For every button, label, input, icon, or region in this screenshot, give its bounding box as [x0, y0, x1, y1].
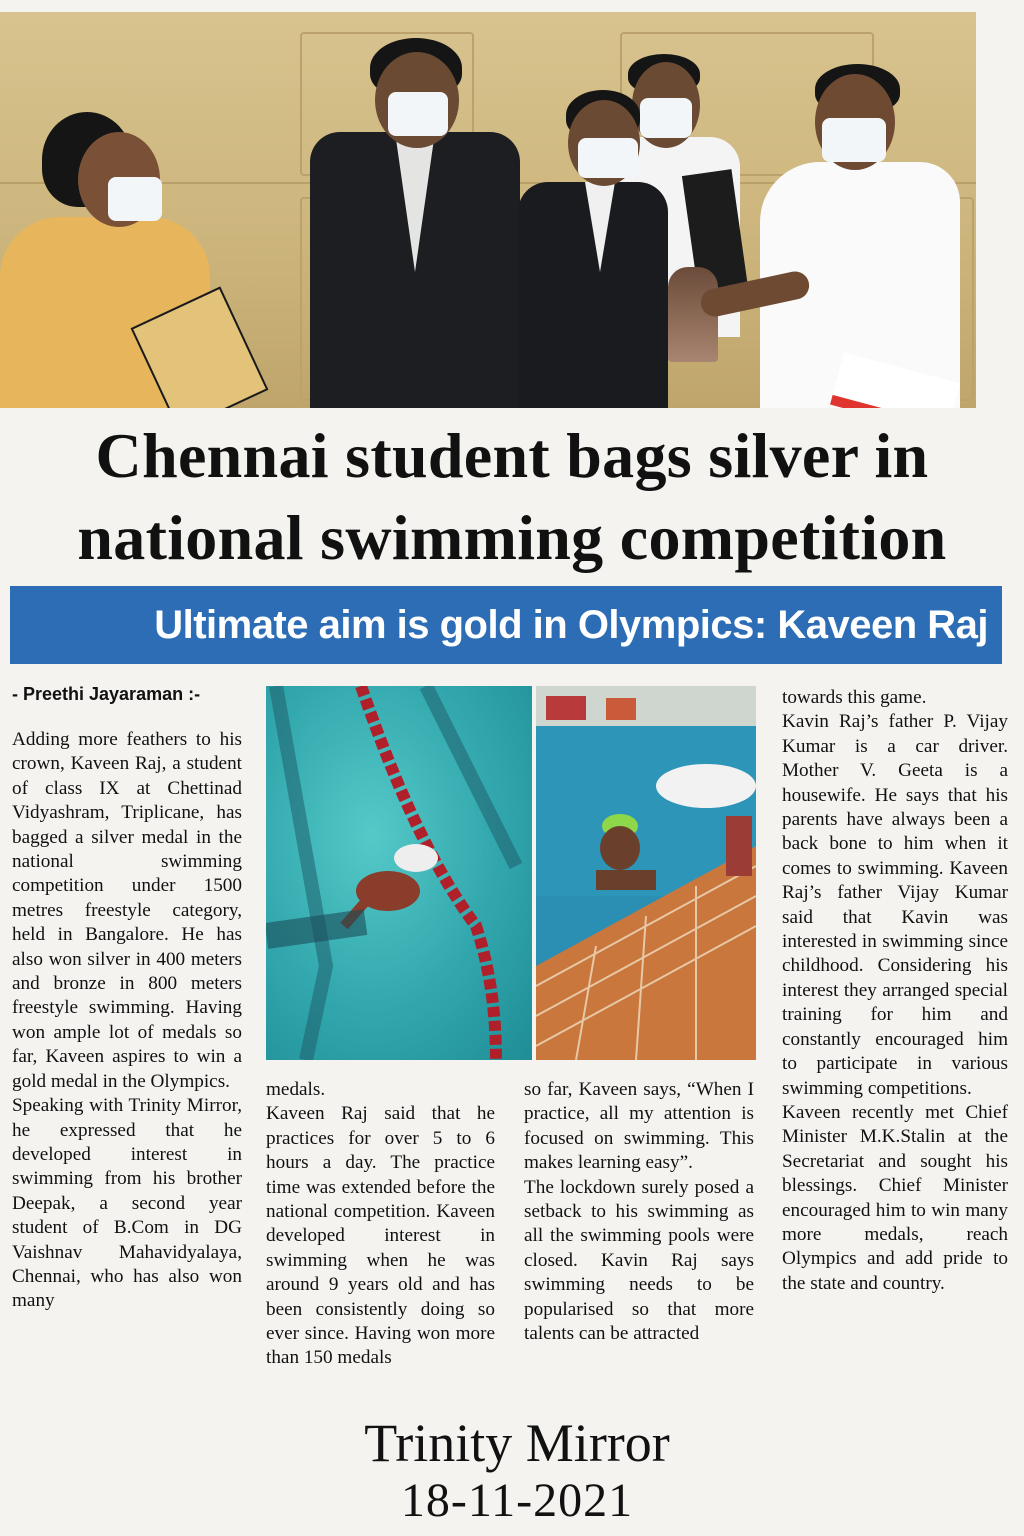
headline-line-1: Chennai student bags silver in: [95, 420, 929, 491]
subhead-bar: [10, 586, 1002, 664]
publication-date: 18-11-2021: [400, 1474, 634, 1527]
paragraph: Kavin Raj’s father P. Vijay Kumar is a car driver. Mother V. Geeta is a housewife. He says that his parents have always been a back bone to him when it comes to swimming. Kaveen Raj’s father Vijay Kumar said that Kavin was interested in swimming since childhood. Considering his interest they arranged special training for him and constantly encouraged him to participate in various swimming competitions.: [782, 711, 1008, 1099]
pool-lane-illustration: [266, 686, 532, 1060]
paragraph: Kaveen recently met Chief Minister M.K.Stalin at the Secretariat and sought his blessings. Chief Minister encouraged him to win many more medals, reach Olympics and add pride to the state and country.: [782, 1101, 1008, 1294]
pool-photo-right: [536, 686, 756, 1060]
newspaper-name: Trinity Mirror: [364, 1413, 670, 1473]
ceremony-photo: [0, 12, 976, 408]
headline: [0, 415, 1024, 579]
byline: - Preethi Jayaraman :-: [12, 684, 201, 704]
article-column-1: [12, 728, 242, 1314]
paragraph: The lockdown surely posed a setback to his swimming as all the swimming pools were closed. Kavin Raj says swimming needs to be popularised so that more talents can be attracted: [524, 1176, 754, 1345]
article-column-2: [266, 1078, 495, 1371]
paragraph: Adding more feathers to his crown, Kaveen Raj, a student of class IX at Chettinad Vidyashram, Triplicane, has bagged a silver medal in the national swimming competition under 1500 metres freestyle category, held in Bangalore. He has also won silver in 400 meters and bronze in 800 meters freestyle swimming. Having won ample lot of medals so far, Kaveen aspires to win a gold medal in the Olympics.: [12, 729, 242, 1092]
paragraph: so far, Kaveen says, “When I practice, all my attention is focused on swimming. This makes learning easy”.: [524, 1079, 754, 1174]
poolside-illustration: [536, 686, 756, 1060]
article-column-4: [782, 686, 1008, 1296]
subhead-text: Ultimate aim is gold in Olympics: Kaveen Raj: [154, 603, 988, 647]
paragraph: medals.: [266, 1079, 326, 1100]
pool-photo-left: [266, 686, 532, 1060]
paragraph: Speaking with Trinity Mirror, he expressed that he developed interest in swimming from his brother Deepak, a second year student of B.Com in DG Vaishnav Mahavidyalaya, Chennai, who has also won many: [12, 1095, 242, 1312]
article-column-3: [524, 1078, 754, 1346]
paragraph: towards this game.: [782, 687, 927, 708]
headline-line-2: national swimming competition: [77, 502, 947, 573]
paragraph: Kaveen Raj said that he practices for over 5 to 6 hours a day. The practice time was extended before the national competition. Kaveen developed interest in swimming when he was around 9 years old and has been consistently doing so ever since. Having won more than 150 medals: [266, 1103, 495, 1369]
